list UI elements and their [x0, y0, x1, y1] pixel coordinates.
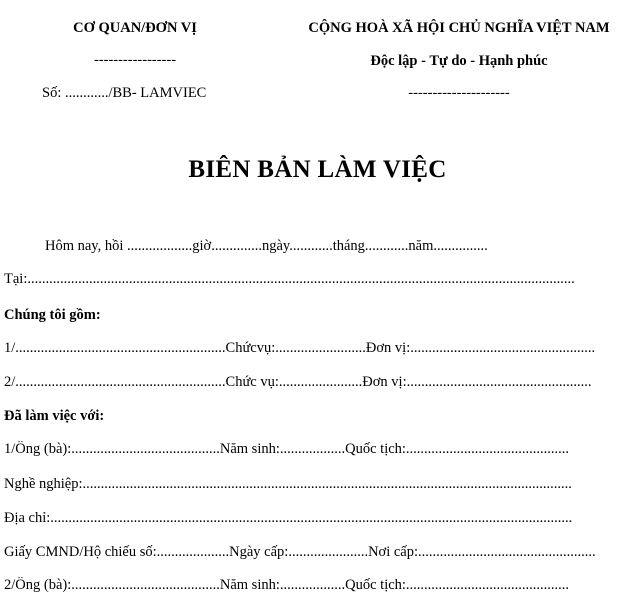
id-card-line: Giấy CMND/Hộ chiếu số:....................Ngày cấp:......................Nơi cấp:................................................. [4, 544, 596, 560]
document-title: BIÊN BẢN LÀM VIỆC [188, 156, 447, 183]
place-line: Tại:....................................................................................................................................................... [4, 271, 575, 287]
member-line-1: 1/..........................................................Chứcvụ:.........................Đơn vị:................................................... [4, 340, 596, 356]
date-line: Hôm nay, hồi ..................giờ..............ngày............tháng............năm............... [45, 238, 488, 254]
group-heading: Chúng tôi gồm: [4, 307, 101, 323]
agency-underline: ----------------- [93, 52, 177, 68]
occupation-line: Nghề nghiệp:....................................................................................................................................... [4, 476, 572, 492]
worked-with-heading: Đã làm việc với: [4, 408, 105, 424]
national-motto: Độc lập - Tự do - Hạnh phúc [370, 53, 548, 69]
agency-name: CƠ QUAN/ĐƠN VỊ [73, 20, 197, 36]
document-number: Số: ............/BB- LAMVIEC [42, 85, 207, 101]
person-line-1: 1/Ông (bà):.........................................Năm sinh:..................Quốc tịch:............................................. [4, 441, 570, 457]
country-name: CỘNG HOÀ XÃ HỘI CHỦ NGHĨA VIỆT NAM [308, 20, 610, 36]
person-line-2: 2/Ông (bà):.........................................Năm sinh:..................Quốc tịch:............................................. [4, 577, 570, 593]
motto-underline: --------------------- [408, 85, 510, 101]
address-line: Địa chỉ:................................................................................................................................................ [4, 510, 573, 526]
member-line-2: 2/..........................................................Chức vụ:.......................Đơn vị:................................................... [4, 374, 592, 390]
